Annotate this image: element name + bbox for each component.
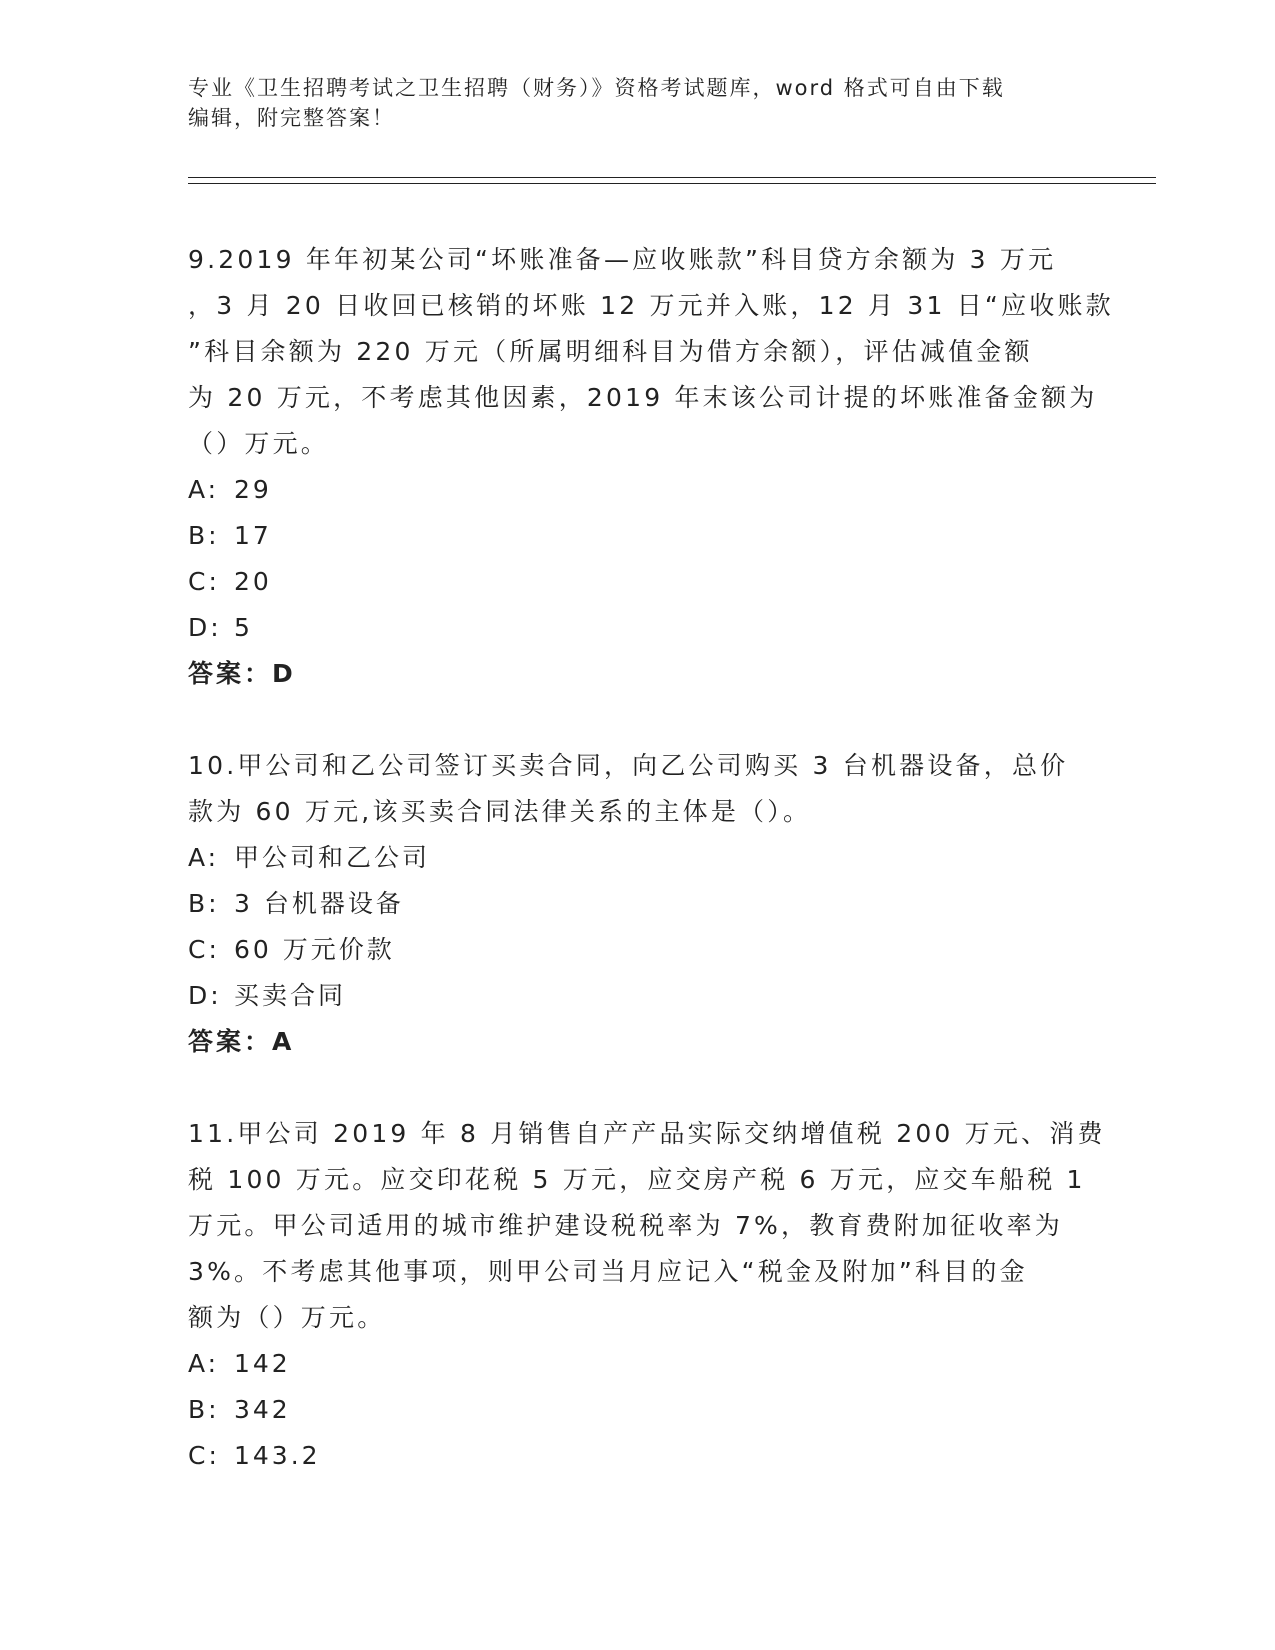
- option-letter: C:: [188, 567, 220, 596]
- option-letter: C:: [188, 935, 220, 964]
- question-10: [188, 743, 1088, 1065]
- option-a: [188, 467, 1088, 513]
- option-text: 142: [234, 1349, 291, 1378]
- option-text: 17: [234, 521, 272, 550]
- option-letter: D:: [188, 613, 222, 642]
- question-stem-line: ”科目余额为 220 万元（所属明细科目为借方余额），评估减值金额: [188, 337, 1033, 366]
- question-stem-line: 11.甲公司 2019 年 8 月销售自产产品实际交纳增值税 200 万元、消费: [188, 1119, 1106, 1148]
- option-text: 3 台机器设备: [234, 889, 404, 918]
- option-letter: A:: [188, 1349, 220, 1378]
- header-divider-bottom: [188, 183, 1156, 184]
- option-letter: A:: [188, 475, 220, 504]
- answer-line: 答案：D: [188, 659, 296, 688]
- option-letter: B:: [188, 889, 220, 918]
- question-9: [188, 237, 1114, 697]
- question-stem-line: （）万元。: [188, 429, 330, 458]
- option-b: [188, 881, 1088, 927]
- option-text: 买卖合同: [234, 981, 347, 1010]
- option-a: [188, 1341, 1088, 1387]
- option-letter: D:: [188, 981, 222, 1010]
- option-text: 342: [234, 1395, 291, 1424]
- option-c: [188, 559, 1088, 605]
- question-stem-line: 10.甲公司和乙公司签订买卖合同，向乙公司购买 3 台机器设备，总价: [188, 751, 1069, 780]
- option-text: 20: [234, 567, 272, 596]
- question-list: [188, 237, 1114, 1525]
- option-text: 29: [234, 475, 272, 504]
- question-stem-line: 额为（）万元。: [188, 1303, 386, 1332]
- option-d: [188, 973, 1088, 1019]
- question-stem-line: 万元。甲公司适用的城市维护建设税税率为 7%，教育费附加征收率为: [188, 1211, 1064, 1240]
- header-line-1: 专业《卫生招聘考试之卫生招聘（财务）》资格考试题库，word 格式可自由下载: [188, 76, 1005, 100]
- question-stem-line: ，3 月 20 日收回已核销的坏账 12 万元并入账，12 月 31 日“应收账款: [188, 291, 1114, 320]
- answer-line: 答案：A: [188, 1027, 295, 1056]
- option-letter: B:: [188, 521, 220, 550]
- option-c: [188, 1433, 1088, 1479]
- option-d: [188, 605, 1088, 651]
- option-a: [188, 835, 1088, 881]
- option-c: [188, 927, 1088, 973]
- question-11: [188, 1111, 1106, 1479]
- option-letter: C:: [188, 1441, 220, 1470]
- question-stem-line: 9.2019 年年初某公司“坏账准备—应收账款”科目贷方余额为 3 万元: [188, 245, 1057, 274]
- option-text: 5: [234, 613, 253, 642]
- document-header: [188, 73, 1088, 133]
- question-stem-line: 款为 60 万元,该买卖合同法律关系的主体是（）。: [188, 797, 812, 826]
- question-stem-line: 为 20 万元，不考虑其他因素，2019 年末该公司计提的坏账准备金额为: [188, 383, 1098, 412]
- option-b: [188, 513, 1088, 559]
- option-letter: A:: [188, 843, 220, 872]
- option-text: 143.2: [234, 1441, 321, 1470]
- header-line-2: 编辑，附完整答案！: [188, 106, 395, 130]
- option-b: [188, 1387, 1088, 1433]
- option-letter: B:: [188, 1395, 220, 1424]
- header-divider-top: [188, 177, 1156, 178]
- question-stem-line: 税 100 万元。应交印花税 5 万元，应交房产税 6 万元，应交车船税 1: [188, 1165, 1086, 1194]
- option-text: 甲公司和乙公司: [234, 843, 431, 872]
- option-text: 60 万元价款: [234, 935, 395, 964]
- question-stem-line: 3%。不考虑其他事项，则甲公司当月应记入“税金及附加”科目的金: [188, 1257, 1028, 1286]
